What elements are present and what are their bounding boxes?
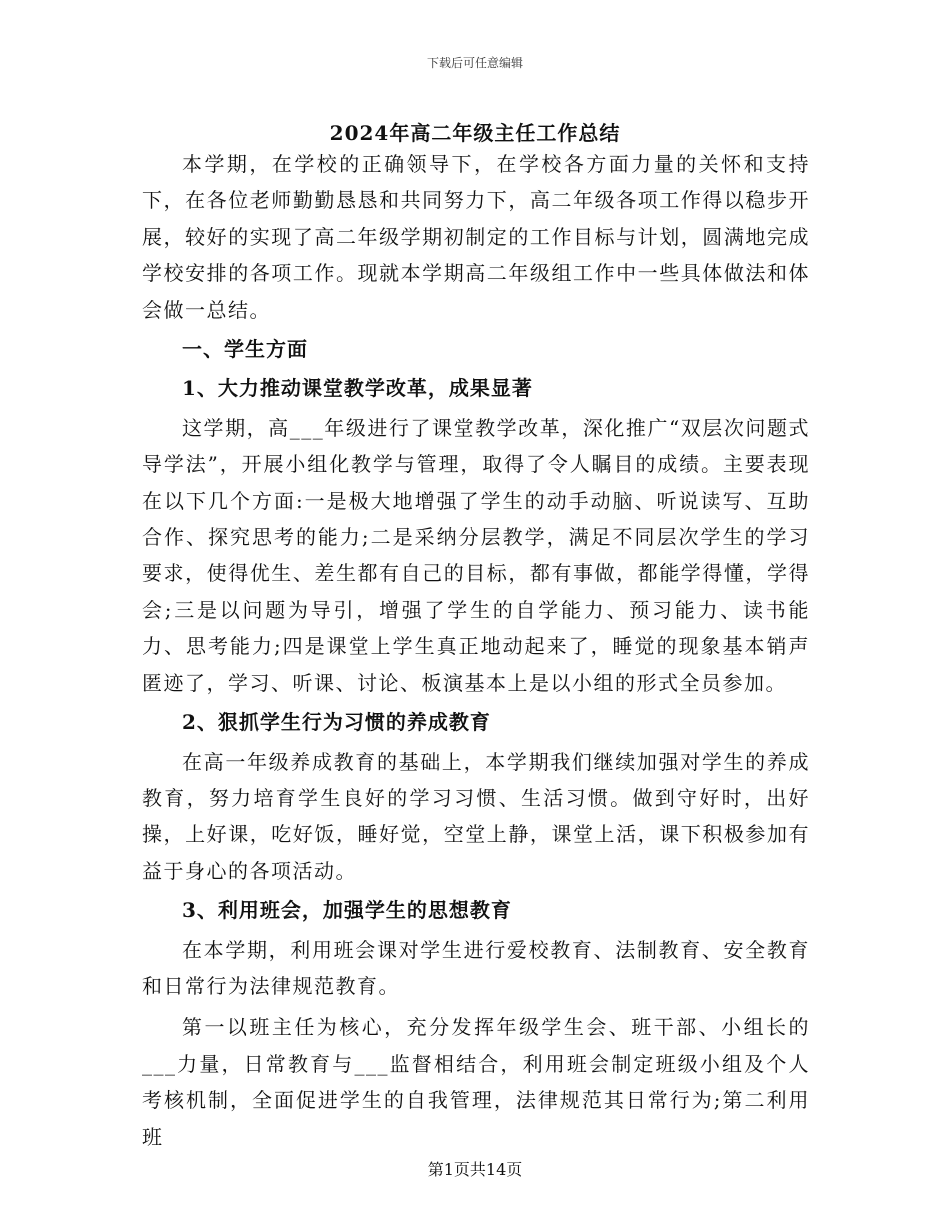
subheading-habit-education: 2、狠抓学生行为习惯的养成教育: [182, 710, 491, 735]
document-body: [142, 146, 810, 1155]
header-note: 下载后可任意编辑: [426, 56, 523, 70]
paragraph-habit-education: 在高一年级养成教育的基础上，本学期我们继续加强对学生的养成教育，努力培育学生良好的学习习惯、生活习惯。做到守好时，出好操，上好课，吃好饭，睡好觉，空堂上静，课堂上活，课下积极参加有益于身心的各项活动。: [142, 749, 810, 883]
document-title: 2024年高二年级主任工作总结: [329, 121, 621, 145]
subheading-class-meeting: 3、利用班会，加强学生的思想教育: [182, 898, 512, 923]
intro-paragraph: 本学期，在学校的正确领导下，在学校各方面力量的关怀和支持下，在各位老师勤勤恳恳和共同努力下，高二年级各项工作得以稳步开展，较好的实现了高二年级学期初制定的工作目标与计划，圆满地完成学校安排的各项工作。现就本学期高二年级组工作中一些具体做法和体会做一总结。: [142, 152, 810, 322]
paragraph-class-meeting: 在本学期，利用班会课对学生进行爱校教育、法制教育、安全教育和日常行为法律规范教育。: [142, 937, 810, 998]
section-heading-students: 一、学生方面: [182, 337, 308, 362]
paragraph-first-measure: 第一以班主任为核心，充分发挥年级学生会、班干部、小组长的___力量，日常教育与___监督相结合，利用班会制定班级小组及个人考核机制，全面促进学生的自我管理，法律规范其日常行为;第二利用班: [142, 1015, 810, 1149]
paragraph-classroom-reform: 这学期，高___年级进行了课堂教学改革，深化推广“双层次问题式导学法”，开展小组化教学与管理，取得了令人瞩目的成绩。主要表现在以下几个方面:一是极大地增强了学生的动手动脑、听说读写、互助合作、探究思考的能力;二是采纳分层教学，满足不同层次学生的学习要求，使得优生、差生都有自己的目标，都有事做，都能学得懂，学得会;三是以问题为导引，增强了学生的自学能力、预习能力、读书能力、思考能力;四是课堂上学生真正地动起来了，睡觉的现象基本销声匿迹了，学习、听课、讨论、板演基本上是以小组的形式全员参加。: [142, 415, 810, 695]
subheading-classroom-reform: 1、大力推动课堂教学改革，成果显著: [182, 376, 533, 401]
page-number-footer: 第1页共14页: [427, 1160, 523, 1179]
